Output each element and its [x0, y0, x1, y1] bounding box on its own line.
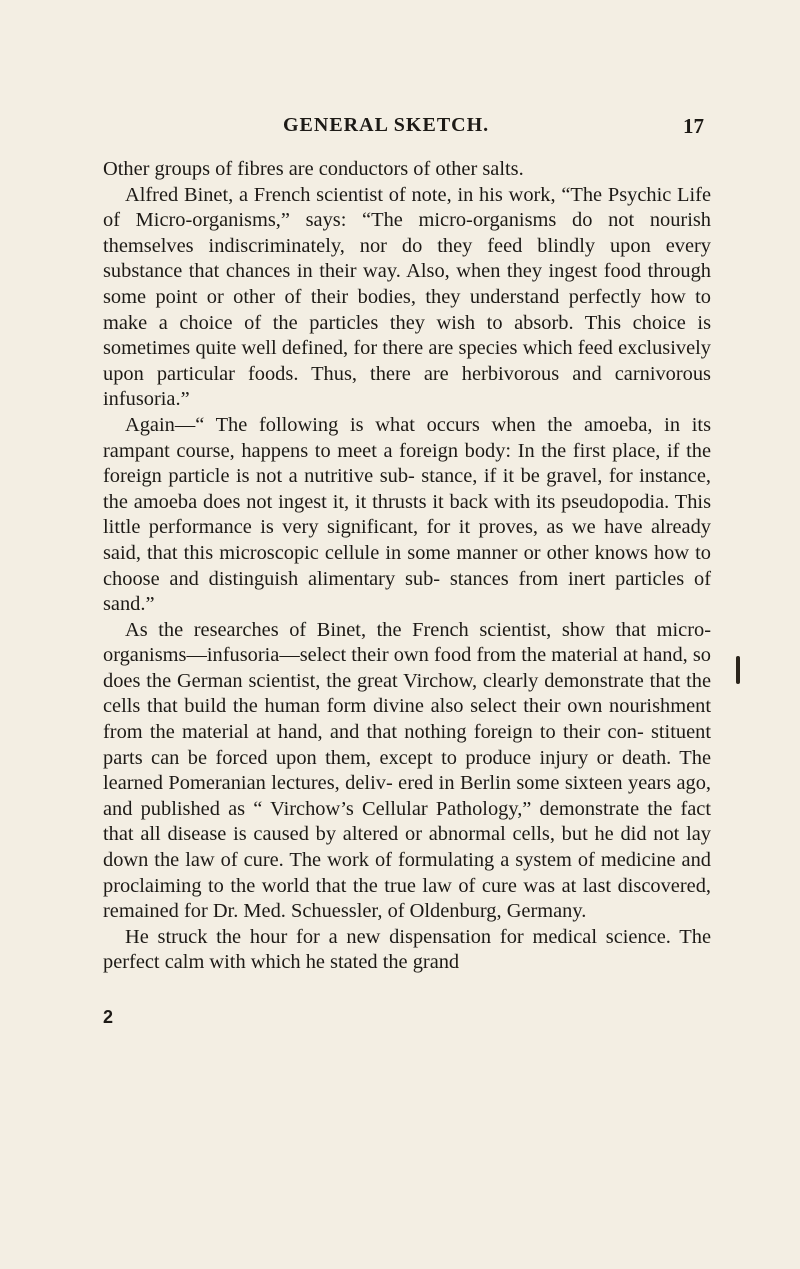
running-head: GENERAL SKETCH. [283, 114, 490, 136]
signature-mark: 2 [103, 1007, 114, 1027]
paragraph: As the researches of Binet, the French scientist, show that micro-organisms—infusoria—select their own food from the material at hand, so does the German scientist, the great Virchow, clearly demonstrate that the cells that build the human form divine also select their own nourishment from the material at hand, and that nothing foreign to their con- stituent parts can be forced upon them, except to produce injury or death. The learned Pomeranian lectures, deliv- ered in Berlin some sixteen years ago, and published as “ Virchow’s Cellular Pathology,” demonstrate the fact that all disease is caused by altered or abnormal cells, but he did not lay down the law of cure. The work of formulating a system of medicine and proclaiming to the world that the true law of cure was at last discovered, remained for Dr. Med. Schuessler, of Oldenburg, Germany. [103, 618, 711, 923]
page-header [0, 114, 800, 144]
margin-ink-mark [736, 656, 740, 684]
paragraph: He struck the hour for a new dispensation for medical science. The perfect calm with which he stated the grand [103, 925, 711, 974]
paragraph: Other groups of fibres are conductors of other salts. [103, 158, 524, 180]
body-text [103, 157, 711, 976]
page-number: 17 [683, 114, 704, 138]
paragraph: Alfred Binet, a French scientist of note, in his work, “The Psychic Life of Micro-organisms,” says: “The micro-organisms do not nourish themselves indiscriminately, nor do they feed blindly upon every substance that chances in their way. Also, when they ingest food through some point or other of their bodies, they understand perfectly how to make a choice of the particles they wish to absorb. This choice is sometimes quite well defined, for there are species which feed exclusively upon particular foods. Thus, there are herbivorous and carnivorous infusoria.” [103, 183, 711, 411]
paragraph: Again—“ The following is what occurs when the amoeba, in its rampant course, happens to meet a foreign body: In the first place, if the foreign particle is not a nutritive sub- stance, if it be gravel, for instance, the amoeba does not ingest it, it thrusts it back with its pseudopodia. This little performance is very significant, for it proves, as we have already said, that this microscopic cellule in some manner or other knows how to choose and distinguish alimentary sub- stances from inert particles of sand.” [103, 413, 711, 616]
